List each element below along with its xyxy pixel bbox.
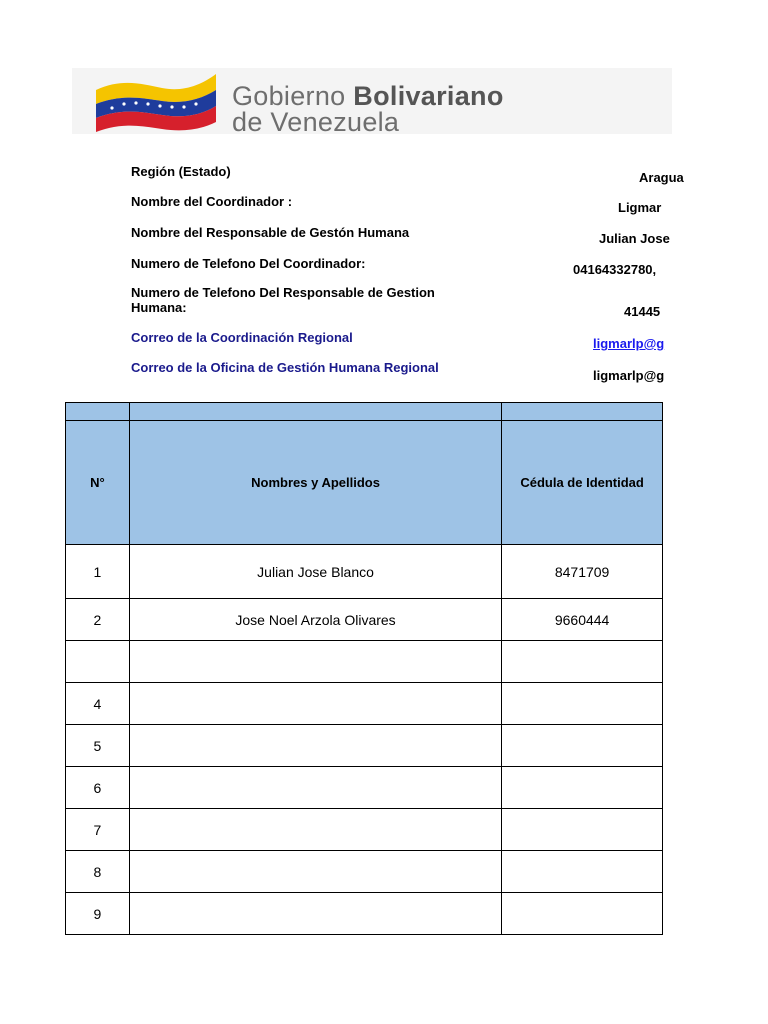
header-cell-cedula: Cédula de Identidad: [502, 421, 663, 545]
cell-nombre: [129, 851, 501, 893]
cell-nombre: Jose Noel Arzola Olivares: [129, 599, 501, 641]
cell-numero: 8: [66, 851, 130, 893]
info-value-coordinador: Ligmar: [618, 200, 662, 215]
cell-nombre: Julian Jose Blanco: [129, 545, 501, 599]
info-label-correo-coordinacion: Correo de la Coordinación Regional: [131, 330, 353, 345]
cell-numero: 5: [66, 725, 130, 767]
logo-line1-light: Gobierno: [232, 81, 346, 111]
table-row: [66, 725, 663, 767]
info-label-responsable: Nombre del Responsable de Gestón Humana: [131, 225, 410, 240]
cell-cedula: [502, 725, 663, 767]
cell-numero: 6: [66, 767, 130, 809]
table-row: [66, 809, 663, 851]
cell-numero: 7: [66, 809, 130, 851]
info-label-tel-responsable: Numero de Telefono Del Responsable de Gestion Humana:: [131, 285, 435, 315]
cell-cedula: [502, 809, 663, 851]
table-row: [66, 599, 663, 641]
logo-text: [232, 83, 752, 135]
table-row: [66, 851, 663, 893]
table-cell: [502, 403, 663, 421]
cell-numero: [66, 641, 130, 683]
info-label-region: Región (Estado): [131, 164, 231, 179]
table-row: [66, 683, 663, 725]
personnel-table: [65, 402, 663, 935]
cell-nombre: [129, 809, 501, 851]
cell-nombre: [129, 725, 501, 767]
info-value-correo-coordinacion-link[interactable]: ligmarlp@g: [593, 336, 665, 351]
header-cell-numero: N°: [66, 421, 130, 545]
table-top-band: [66, 403, 663, 421]
info-label-correo-gestion: Correo de la Oficina de Gestión Humana Regional: [131, 360, 439, 375]
cell-nombre: [129, 767, 501, 809]
venezuela-flag-icon: [92, 70, 222, 126]
info-value-responsable: Julian Jose: [599, 231, 670, 246]
cell-nombre: [129, 683, 501, 725]
info-value-correo-gestion: ligmarlp@g: [593, 368, 665, 383]
cell-cedula: 9660444: [502, 599, 663, 641]
table-row: [66, 641, 663, 683]
logo-line1-bold: Bolivariano: [353, 81, 504, 111]
info-value-tel-responsable: 41445: [624, 304, 661, 319]
cell-cedula: [502, 893, 663, 935]
logo-line2: de Venezuela: [232, 107, 400, 137]
cell-cedula: [502, 683, 663, 725]
cell-cedula: [502, 851, 663, 893]
cell-cedula: 8471709: [502, 545, 663, 599]
table-row: [66, 545, 663, 599]
table-cell: [66, 403, 130, 421]
table-header-row: [66, 421, 663, 545]
cell-nombre: [129, 893, 501, 935]
table-row: [66, 893, 663, 935]
header-cell-nombres: Nombres y Apellidos: [129, 421, 501, 545]
cell-cedula: [502, 767, 663, 809]
info-value-region: Aragua: [639, 170, 684, 185]
cell-numero: 9: [66, 893, 130, 935]
cell-numero: 4: [66, 683, 130, 725]
cell-numero: 1: [66, 545, 130, 599]
cell-nombre: [129, 641, 501, 683]
info-label-coordinador: Nombre del Coordinador :: [131, 194, 293, 209]
cell-numero: 2: [66, 599, 130, 641]
cell-cedula: [502, 641, 663, 683]
info-value-tel-coordinador: 04164332780,: [573, 262, 657, 277]
info-label-tel-coordinador: Numero de Telefono Del Coordinador:: [131, 256, 366, 271]
table-cell: [129, 403, 501, 421]
table-row: [66, 767, 663, 809]
